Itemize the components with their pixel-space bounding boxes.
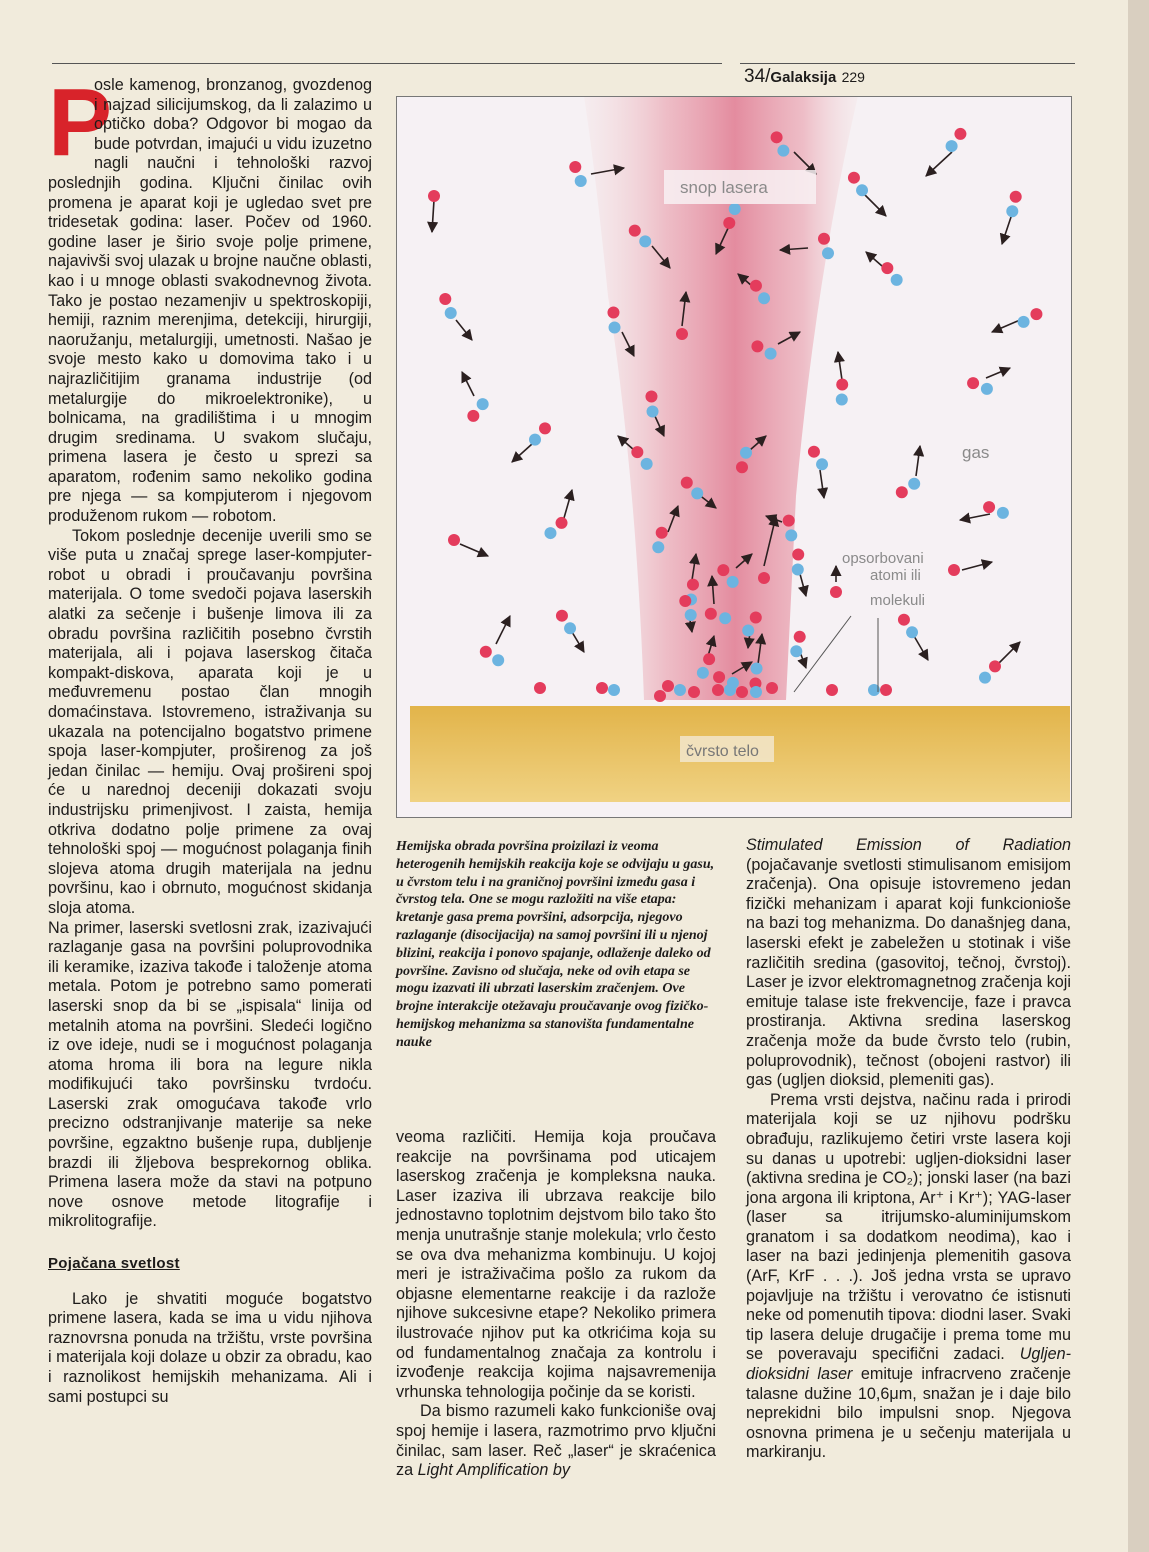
atom	[575, 175, 587, 187]
atom	[703, 653, 715, 665]
atom	[751, 340, 763, 352]
atom	[979, 672, 991, 684]
atom	[822, 247, 834, 259]
atom	[719, 612, 731, 624]
atom	[724, 684, 736, 696]
atom	[816, 458, 828, 470]
page-number: 34/	[744, 66, 771, 87]
atom	[727, 576, 739, 588]
atom	[539, 422, 551, 434]
atom	[818, 233, 830, 245]
atom	[997, 507, 1009, 519]
atom	[723, 217, 735, 229]
atom	[906, 626, 918, 638]
atom	[691, 487, 703, 499]
atom	[688, 686, 700, 698]
atom	[830, 586, 842, 598]
atom	[826, 684, 838, 696]
atom	[705, 608, 717, 620]
atom	[645, 391, 657, 403]
atom	[1030, 308, 1042, 320]
solid-label: čvrsto telo	[686, 743, 759, 760]
atom	[445, 307, 457, 319]
atom	[898, 614, 910, 626]
atom	[687, 579, 699, 591]
atom	[750, 612, 762, 624]
top-rule-right	[740, 63, 1075, 64]
atom	[641, 458, 653, 470]
paragraph: Lako je shvatiti moguće bogatstvo primene lasera, kada se ima u vidu njihova raznovrsna ponuda na tržištu, vrste površina i materijala koji dolaze u obzir za obradu, kao i raznolikost hemijskih mehanizama. Ali i sami postupci su	[48, 1289, 372, 1406]
atom	[629, 225, 641, 237]
atom	[674, 684, 686, 696]
figure-caption: Hemijska obrada površina proizilazi iz veoma heterogenih hemijskih reakcija koje se odvijaju u gasu, u čvrstom telu i na graničnoj površini između gasa i čvrstog tela. One se mogu razložiti na više etapa: kretanje gasa prema površini, adsorpcija, njegovo razlaganje (disocijacija) na samoj površini ili u njenoj blizini, reakcija i ponovo spajanje, odlaženje daleko od površine. Zavisno od slučaja, neke od ovih etapa se mogu izazvati ili ubrzati laserskim zračenjem. Ove brojne interakcije otežavaju proučavanje ovog fizičko-hemijskog mehanizma sa stanovišta fundamentalne nauke	[396, 839, 715, 1050]
atom	[654, 690, 666, 702]
atom	[679, 595, 691, 607]
atom	[896, 486, 908, 498]
atom	[983, 501, 995, 513]
atom	[529, 434, 541, 446]
atom	[750, 686, 762, 698]
atom	[534, 682, 546, 694]
atom	[448, 534, 460, 546]
atom	[656, 527, 668, 539]
paragraph: Da bismo razumeli kako funkcioniše ovaj spoj hemije i lasera, razmotrimo prvo ključni činilac, sam laser. Reč „laser“ je skraćenica za Light Amplification by	[396, 1402, 716, 1480]
atom	[544, 527, 556, 539]
page-edge	[1128, 0, 1149, 1552]
gas-label: gas	[962, 443, 990, 462]
atom	[946, 140, 958, 152]
atom	[556, 517, 568, 529]
intro-paragraph: P osle kamenog, bronzanog, gvozdenog i najzad silicijumskog, da li zalazimo u optičko doba? Odgovor bi mogao da bude potvrdan, imajući u vidu izuzetno nagli naučni i tehnološki razvoj poslednjih godina. Ključni činilac ovih promena je aparat koji je ugledao svet pre tridesetak godina: laser. Počev od 1960. godine laser je širio svoje polje primene, najavivši svoj ulazak u brojne naučne oblasti, kao i u mnoge oblasti svakodnevnog života. Tako je postao nezamenjiv u spektroskopiji, hemiji, raznim merenjima, detekciji, hirurgiji, naoružanju, metalurgiji, umetnosti. Našao je svoje mesto kako u domovima tako i u najrazličitijim granama industrije (od metalurgije do mikroelektronike), u bolnicama, na gradilištima i u mnogim drugim sredinama. U svakom slučaju, primena lasera je često u sprezi sa aparatom, rođenim samo nekoliko godina pre njega — sa kompjuterom i njegovom produženom rukom — robotom.	[48, 69, 372, 526]
atom	[891, 274, 903, 286]
adsorbed-label-3: molekuli	[870, 592, 926, 609]
atom	[717, 564, 729, 576]
atom	[881, 262, 893, 274]
atom	[569, 161, 581, 173]
atom	[608, 684, 620, 696]
adsorbed-label-2: atomi ili	[870, 567, 921, 584]
atom	[792, 549, 804, 561]
laser-surface-illustration	[396, 96, 1072, 818]
atom	[785, 529, 797, 541]
magazine-name: Galaksija	[770, 69, 837, 86]
atom	[954, 128, 966, 140]
atom	[439, 293, 451, 305]
atom	[713, 671, 725, 683]
atom	[1006, 205, 1018, 217]
atom	[1010, 191, 1022, 203]
atom	[856, 184, 868, 196]
atom	[758, 292, 770, 304]
section-heading: Pojačana svetlost	[48, 1255, 180, 1273]
atom	[771, 131, 783, 143]
atom	[1018, 316, 1030, 328]
atom	[556, 610, 568, 622]
atom	[480, 646, 492, 658]
top-rule	[52, 63, 722, 64]
atom	[790, 645, 802, 657]
atom	[836, 379, 848, 391]
paragraph: Na primer, laserski svetlosni zrak, izazivajući razlaganje gasa na površini poluprovodnika ili keramike, izaziva takođe i taloženje atoma metala. Potom je potrebno samo pomerati laserski snop da bi se „ispisala“ linija od metalnih atoma na površini. Sledeći logično iz ove ideje, nudi se i mogućnost polaganja atoma hroma ili bora na legure nikla modifikujući tako površinsku tvrdoću. Laserski zrak omogućava takođe vrlo precizno odstranjivanje materije sa neke površine, egzaktno bušenje rupa, dubljenje brazdi ili žljebova besprekornog oblika. Primena lasera može da stavi na potpuno nove osnove metode litografije i mikrolitografije.	[48, 918, 372, 1231]
atom	[967, 377, 979, 389]
atom	[808, 446, 820, 458]
atom	[750, 280, 762, 292]
atom	[751, 663, 763, 675]
atom	[639, 235, 651, 247]
atom	[848, 172, 860, 184]
atom	[609, 321, 621, 333]
paragraph: Tokom poslednje decenije uverili smo se više puta u značaj sprege laser-kompjuter-robot u obradi i proučavanju površina materijala. O tome svedoči pojava laserskih alatki za sečenje i bušenje limova ili za obradu površina različitih posebno čvrstih materijala, ali i pojava laserskog čitača kompakt-diskova, aparata koji je u međuvremenu postao član mnogih domaćinstava. Istovremeno, istraživanja su ukazala na potencijalno bogatstvo primene spoja laser-kompjuter, proširenog za još jedan činilac — hemiju. Ovaj prošireni spoj će u narednoj deceniji dokazati svoju industrijsku primenjivost. I zaista, hemija otkriva dodatno polje primene za ovaj tehnološki spoj — mogućnost polaganja finih slojeva atoma drugih materijala na jednu površinu, kao i obrnuto, mogućnost skidanja sloja atoma.	[48, 526, 372, 917]
atom	[492, 654, 504, 666]
paragraph: Stimulated Emission of Radiation (pojačavanje svetlosti stimulisanom emisijom zračenja). Ona opisuje istovremeno jedan fizički mehanizam i aparat koji funkcionioše na bazi tog mehanizma. Do današnjeg dana, laserski efekt je zabeležen u stotinak i više različitih sredina (gasovitoj, tečnoj, čvrstoj). Laser je izvor elektromagnetnog zračenja koji emituje talase iste frekvencije, faze i pravca prostiranja. Aktivna sredina laserskog zračenja može da bude čvrsto telo (rubin, poluprovodnik), tečnost (obojeni rastvor) ili gas (ugljen dioksid, plemeniti gas).	[746, 836, 1071, 1090]
column-2	[396, 1128, 716, 1481]
atom	[467, 410, 479, 422]
atom	[685, 609, 697, 621]
atom	[712, 684, 724, 696]
atom	[607, 307, 619, 319]
column-1	[48, 69, 372, 1407]
atom	[880, 684, 892, 696]
atom	[758, 572, 770, 584]
atom	[662, 680, 674, 692]
atom	[908, 478, 920, 490]
paragraph: Prema vrsti dejstva, načinu rada i prirodi materijala koji se uz njihovu podršku obrađuju, razlikujemo četiri vrste lasera koji su danas u upotrebi: ugljen-dioksidni laser (aktivna sredina je CO₂); jonski laser (na bazi jona argona ili kriptona, Ar⁺ i Kr⁺); YAG-laser (laser sa itrijumsko-aluminijumskom granatom i sa dodatkom neodima), kao i laser na bazi jedinjenja plemenitih gasova (ArF, KrF . . .). Još jedna vrsta se upravo pojavljuje na tržištu i verovatno će istisnuti neke od pomenutih tipova: diodni laser. Svaki tip lasera deluje drugačije i prema tome mu se poveravaju specifični zadaci. Ugljen-dioksidni laser emituje infracrveno zračenje talasne dužine 10,6μm, snažan je i daje bilo neprekidni bilo impulsni snop. Njegova osnovna primena je u sečenju materijala u markiranju.	[746, 1090, 1072, 1462]
atom	[742, 624, 754, 636]
atom	[596, 682, 608, 694]
atom	[428, 190, 440, 202]
atom	[836, 393, 848, 405]
beam-label: snop lasera	[680, 178, 768, 197]
atom	[736, 686, 748, 698]
atom	[676, 328, 688, 340]
atom	[729, 203, 741, 215]
atom	[631, 446, 643, 458]
drop-cap: P	[48, 69, 113, 176]
atom	[765, 348, 777, 360]
atom	[681, 477, 693, 489]
atom	[792, 563, 804, 575]
atom	[777, 145, 789, 157]
atom	[740, 447, 752, 459]
atom	[794, 631, 806, 643]
atom	[477, 398, 489, 410]
atom	[697, 667, 709, 679]
adsorbed-label-1: opsorbovani	[842, 550, 924, 567]
atom	[989, 660, 1001, 672]
issue-number: 229	[841, 69, 865, 85]
atom	[766, 682, 778, 694]
atom	[736, 461, 748, 473]
page-header	[744, 66, 865, 88]
atom	[783, 515, 795, 527]
atom	[948, 564, 960, 576]
atom	[981, 383, 993, 395]
atom	[647, 405, 659, 417]
column-3	[746, 836, 1071, 1463]
atom	[564, 622, 576, 634]
atom	[652, 541, 664, 553]
paragraph: veoma različiti. Hemija koja proučava reakcije na površinama pod uticajem laserskog zračenja je kompleksna nauka. Laser izaziva ili ubrzava reakcije bilo jednostavno toplotnim dejstvom bilo tako što menja unutrašnje stanje molekula; vrlo često se ova dva mehanizma kombinuju. U kojoj meri je istraživačima pošlo za rukom da objasne elementarne reakcije i da razlože njihove sukcesivne etape? Nekoliko primera ilustrovaće njihov put ka otkrićima koja su od fundamentalnog značaja za kontrolu i izvođenje reakcija kojima najsavremenija vrhunska tehnologija počinje da se koristi.	[396, 1128, 716, 1401]
